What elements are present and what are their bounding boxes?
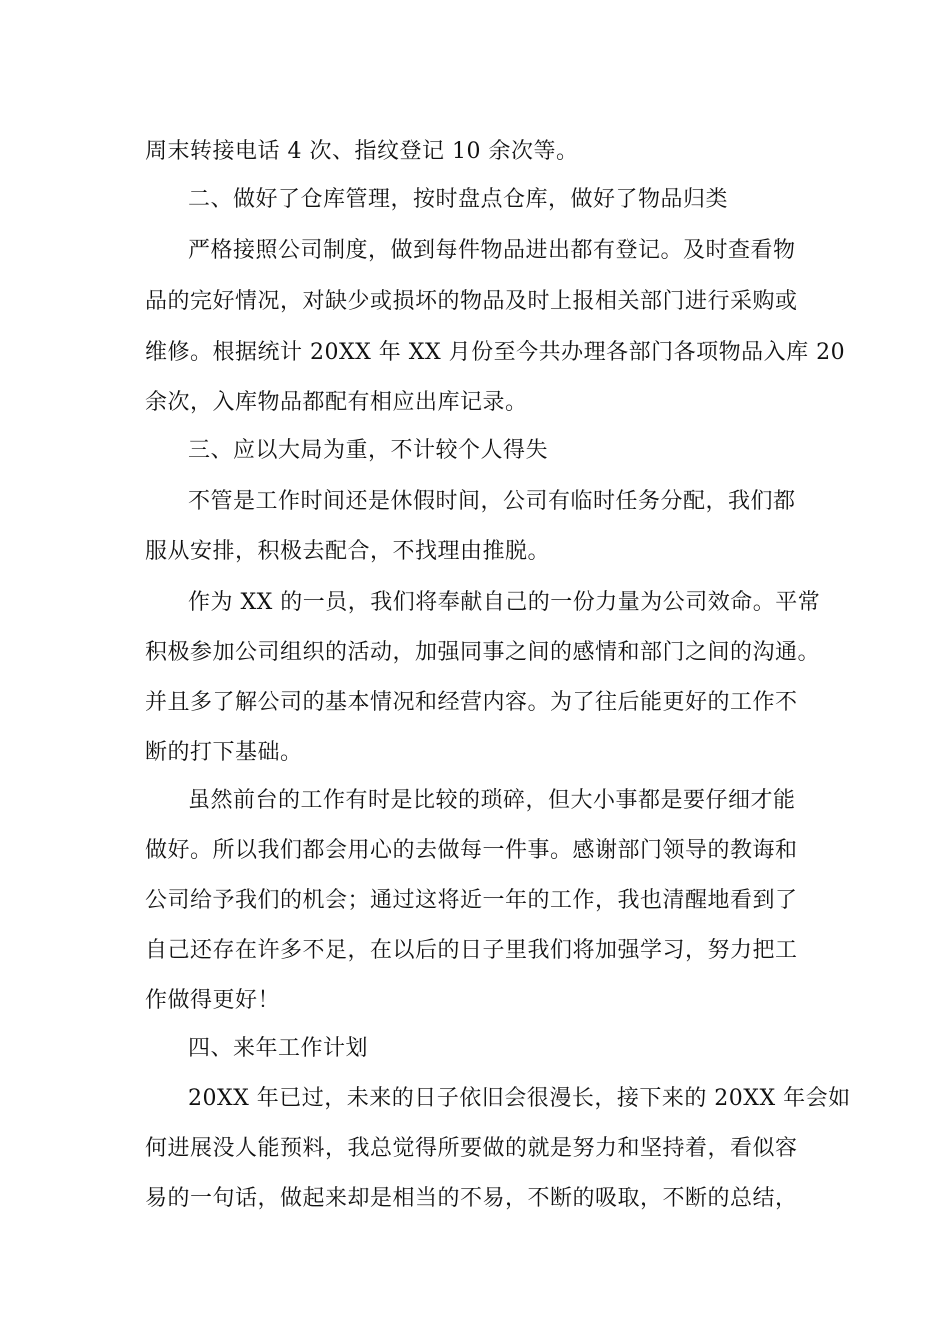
section-heading: 三、应以大局为重，不计较个人得失 <box>188 438 549 463</box>
text-line: 不管是工作时间还是休假时间，公司有临时任务分配，我们都 <box>188 489 796 514</box>
text-line: 20XX 年已过，未来的日子依旧会很漫长，接下来的 20XX 年会如 <box>188 1086 851 1111</box>
text-line: 品的完好情况，对缺少或损坏的物品及时上报相关部门进行采购或 <box>145 289 798 314</box>
section-heading: 二、做好了仓库管理，按时盘点仓库，做好了物品归类 <box>188 187 729 212</box>
text-line: 周末转接电话 4 次、指纹登记 10 余次等。 <box>145 139 579 164</box>
text-line: 易的一句话，做起来却是相当的不易，不断的吸取，不断的总结， <box>145 1186 798 1211</box>
text-line: 并且多了解公司的基本情况和经营内容。为了往后能更好的工作不 <box>145 690 798 715</box>
text-line: 何进展没人能预料，我总觉得所要做的就是努力和坚持着，看似容 <box>145 1136 798 1161</box>
text-line: 维修。根据统计 20XX 年 XX 月份至今共办理各部门各项物品入库 20 <box>145 340 846 365</box>
text-line: 积极参加公司组织的活动，加强同事之间的感情和部门之间的沟通。 <box>145 640 821 665</box>
text-line: 公司给予我们的机会；通过这将近一年的工作，我也清醒地看到了 <box>145 888 798 913</box>
text-line: 自己还存在许多不足，在以后的日子里我们将加强学习，努力把工 <box>145 938 798 963</box>
text-line: 虽然前台的工作有时是比较的琐碎，但大小事都是要仔细才能 <box>188 788 796 813</box>
text-line: 作为 XX 的一员，我们将奉献自己的一份力量为公司效命。平常 <box>188 590 821 615</box>
text-line: 服从安排，积极去配合，不找理由推脱。 <box>145 539 551 564</box>
text-line: 严格接照公司制度，做到每件物品进出都有登记。及时查看物 <box>188 238 796 263</box>
text-line: 余次，入库物品都配有相应出库记录。 <box>145 390 528 415</box>
text-line: 断的打下基础。 <box>145 740 303 765</box>
text-line: 作做得更好！ <box>145 988 281 1013</box>
text-line: 做好。所以我们都会用心的去做每一件事。感谢部门领导的教诲和 <box>145 838 798 863</box>
section-heading: 四、来年工作计划 <box>188 1036 369 1061</box>
